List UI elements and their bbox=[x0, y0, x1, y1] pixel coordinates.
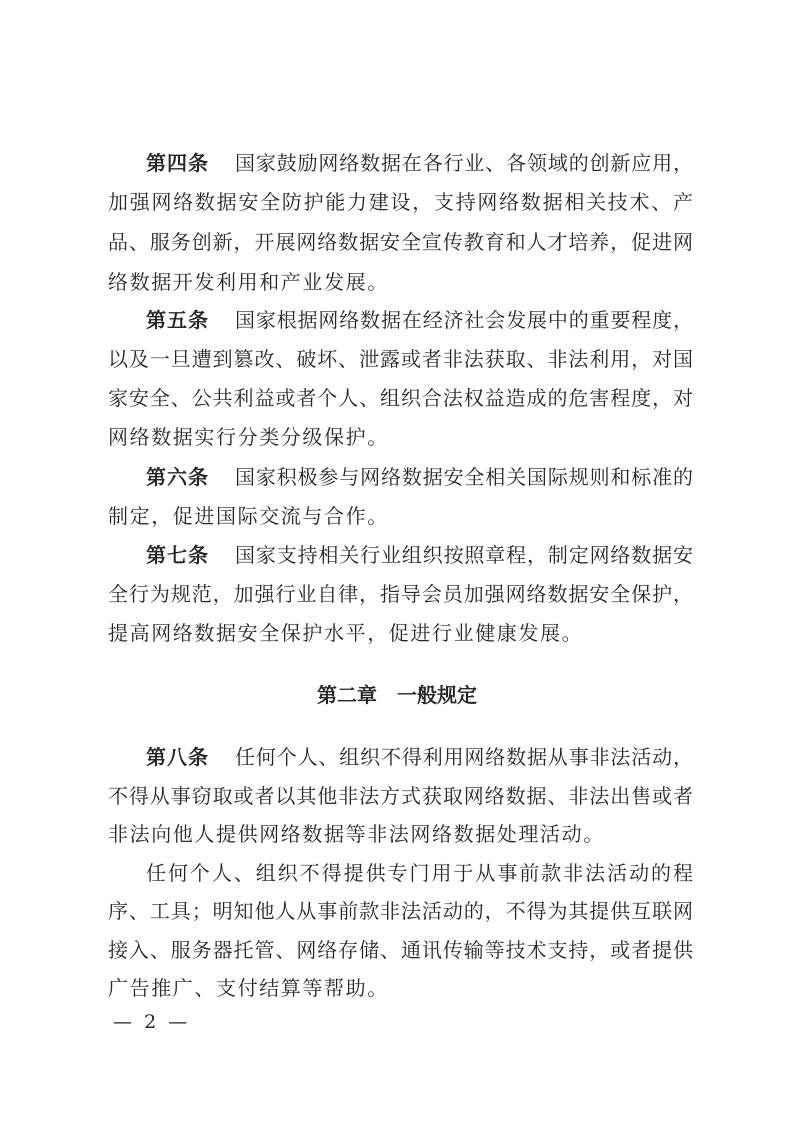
article-4-first-line bbox=[146, 143, 693, 183]
article-label: 第七条 bbox=[146, 543, 209, 567]
article-6-line: 制定，促进国际交流与合作。 bbox=[108, 504, 389, 528]
article-label: 第四条 bbox=[146, 151, 209, 175]
article-8-line: 非法向他人提供网络数据等非法网络数据处理活动。 bbox=[108, 822, 605, 846]
article-5-line: 网络数据实行分类分级保护。 bbox=[108, 425, 389, 449]
article-4-line: 品、服务创新，开展网络数据安全宣传教育和人才培养，促进网 bbox=[108, 230, 693, 254]
article-8-para2-line: 序、工具；明知他人从事前款非法活动的，不得为其提供互联网 bbox=[108, 899, 693, 923]
article-8-line: 不得从事窃取或者以其他非法方式获取网络数据、非法出售或者 bbox=[108, 784, 693, 808]
article-5-line: 以及一旦遭到篡改、破坏、泄露或者非法获取、非法利用，对国 bbox=[108, 347, 693, 371]
article-5-first-line bbox=[146, 300, 693, 340]
article-4-line: 加强网络数据安全防护能力建设，支持网络数据相关技术、产 bbox=[108, 190, 693, 214]
article-label: 第八条 bbox=[146, 745, 209, 769]
article-text: 国家支持相关行业组织按照章程，制定网络数据安 bbox=[235, 543, 693, 567]
article-text: 国家鼓励网络数据在各行业、各领域的创新应用， bbox=[235, 151, 693, 175]
chapter-title: 第二章 一般规定 bbox=[317, 683, 477, 707]
article-7-line: 全行为规范，加强行业自律，指导会员加强网络数据安全保护， bbox=[108, 582, 693, 606]
article-label: 第六条 bbox=[146, 465, 209, 489]
article-text: 国家积极参与网络数据安全相关国际规则和标准的 bbox=[235, 465, 693, 489]
article-5-line: 家安全、公共利益或者个人、组织合法权益造成的危害程度，对 bbox=[108, 386, 693, 410]
article-4-line: 络数据开发利用和产业发展。 bbox=[108, 270, 389, 294]
article-text: 国家根据网络数据在经济社会发展中的重要程度， bbox=[235, 308, 693, 332]
page-number: — 2 — bbox=[113, 1011, 188, 1033]
article-8-para2-line: 接入、服务器托管、网络存储、通讯传输等技术支持，或者提供 bbox=[108, 938, 693, 962]
article-6-first-line bbox=[146, 457, 693, 497]
article-text: 任何个人、组织不得利用网络数据从事非法活动， bbox=[235, 745, 693, 769]
article-8-first-line bbox=[146, 737, 693, 777]
article-8-para2-first-line: 任何个人、组织不得提供专门用于从事前款非法活动的程 bbox=[146, 861, 693, 885]
article-7-first-line bbox=[146, 535, 693, 575]
article-7-line: 提高网络数据安全保护水平，促进行业健康发展。 bbox=[108, 621, 584, 645]
article-8-para2-line: 广告推广、支付结算等帮助。 bbox=[108, 976, 389, 1000]
article-label: 第五条 bbox=[146, 308, 209, 332]
